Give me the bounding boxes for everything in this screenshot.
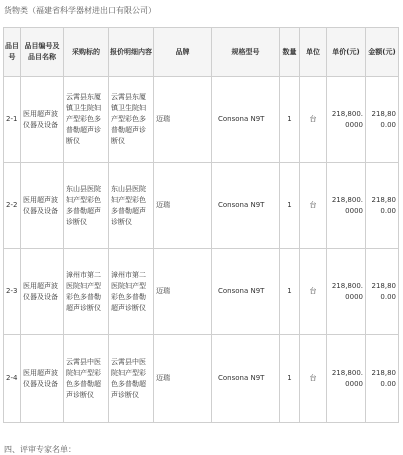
section-caption: 货物类（福建省科学器材进出口有限公司） [4, 6, 156, 15]
cell-brand: 迈瑞 [154, 77, 212, 163]
cell-item-no: 医用超声波仪器及设备 [21, 163, 64, 249]
header-price: 单价(元) [327, 28, 366, 77]
cell-price: 218,800.0000 [327, 249, 366, 335]
cell-price: 218,800.0000 [327, 335, 366, 423]
cell-amount: 218,800.00 [366, 77, 399, 163]
cell-qty: 1 [280, 163, 300, 249]
cell-unit: 台 [300, 77, 327, 163]
cell-brand: 迈瑞 [154, 163, 212, 249]
cell-amount: 218,800.00 [366, 335, 399, 423]
cell-item-no: 医用超声波仪器及设备 [21, 335, 64, 423]
table-row [4, 163, 399, 249]
cell-qty: 1 [280, 77, 300, 163]
cell-brand: 迈瑞 [154, 249, 212, 335]
cell-index: 2-3 [4, 249, 21, 335]
table-row [4, 335, 399, 423]
award-table-container [3, 27, 398, 423]
cell-index: 2-4 [4, 335, 21, 423]
cell-brand: 迈瑞 [154, 335, 212, 423]
cell-qty: 1 [280, 249, 300, 335]
cell-index: 2-1 [4, 77, 21, 163]
cell-index: 2-2 [4, 163, 21, 249]
header-amount: 金额(元) [366, 28, 399, 77]
table-row [4, 77, 399, 163]
cell-purchase-target: 漳州市第二医院妇产型彩色多普勒超声诊断仪 [64, 249, 109, 335]
cell-unit: 台 [300, 249, 327, 335]
cell-qty: 1 [280, 335, 300, 423]
cell-detail: 云霄县东厦镇卫生院妇产型彩色多普勒超声诊断仪 [109, 77, 154, 163]
cell-detail: 漳州市第二医院妇产型彩色多普勒超声诊断仪 [109, 249, 154, 335]
cell-detail: 云霄县中医院妇产型彩色多普勒超声诊断仪 [109, 335, 154, 423]
cell-purchase-target: 东山县医院妇产型彩色多普勒超声诊断仪 [64, 163, 109, 249]
header-index: 品目号 [4, 28, 21, 77]
cell-price: 218,800.0000 [327, 77, 366, 163]
header-item-no: 品目编号及品目名称 [21, 28, 64, 77]
header-purchase-target: 采购标的 [64, 28, 109, 77]
cell-amount: 218,800.00 [366, 249, 399, 335]
header-detail: 报价明细内容 [109, 28, 154, 77]
award-table [3, 27, 399, 423]
cell-detail: 东山县医院妇产型彩色多普勒超声诊断仪 [109, 163, 154, 249]
cell-purchase-target: 云霄县中医院妇产型彩色多普勒超声诊断仪 [64, 335, 109, 423]
header-qty: 数量 [280, 28, 300, 77]
cell-amount: 218,800.00 [366, 163, 399, 249]
table-row [4, 249, 399, 335]
cell-model: Consona N9T [212, 163, 280, 249]
cell-unit: 台 [300, 163, 327, 249]
cell-model: Consona N9T [212, 249, 280, 335]
header-brand: 品牌 [154, 28, 212, 77]
cell-model: Consona N9T [212, 335, 280, 423]
cell-unit: 台 [300, 335, 327, 423]
cell-item-no: 医用超声波仪器及设备 [21, 77, 64, 163]
header-model: 规格型号 [212, 28, 280, 77]
cell-item-no: 医用超声波仪器及设备 [21, 249, 64, 335]
header-unit: 单位 [300, 28, 327, 77]
cell-model: Consona N9T [212, 77, 280, 163]
table-header-row [4, 28, 399, 77]
next-section-heading: 四、评审专家名单： [4, 445, 76, 454]
cell-purchase-target: 云霄县东厦镇卫生院妇产型彩色多普勒超声诊断仪 [64, 77, 109, 163]
cell-price: 218,800.0000 [327, 163, 366, 249]
